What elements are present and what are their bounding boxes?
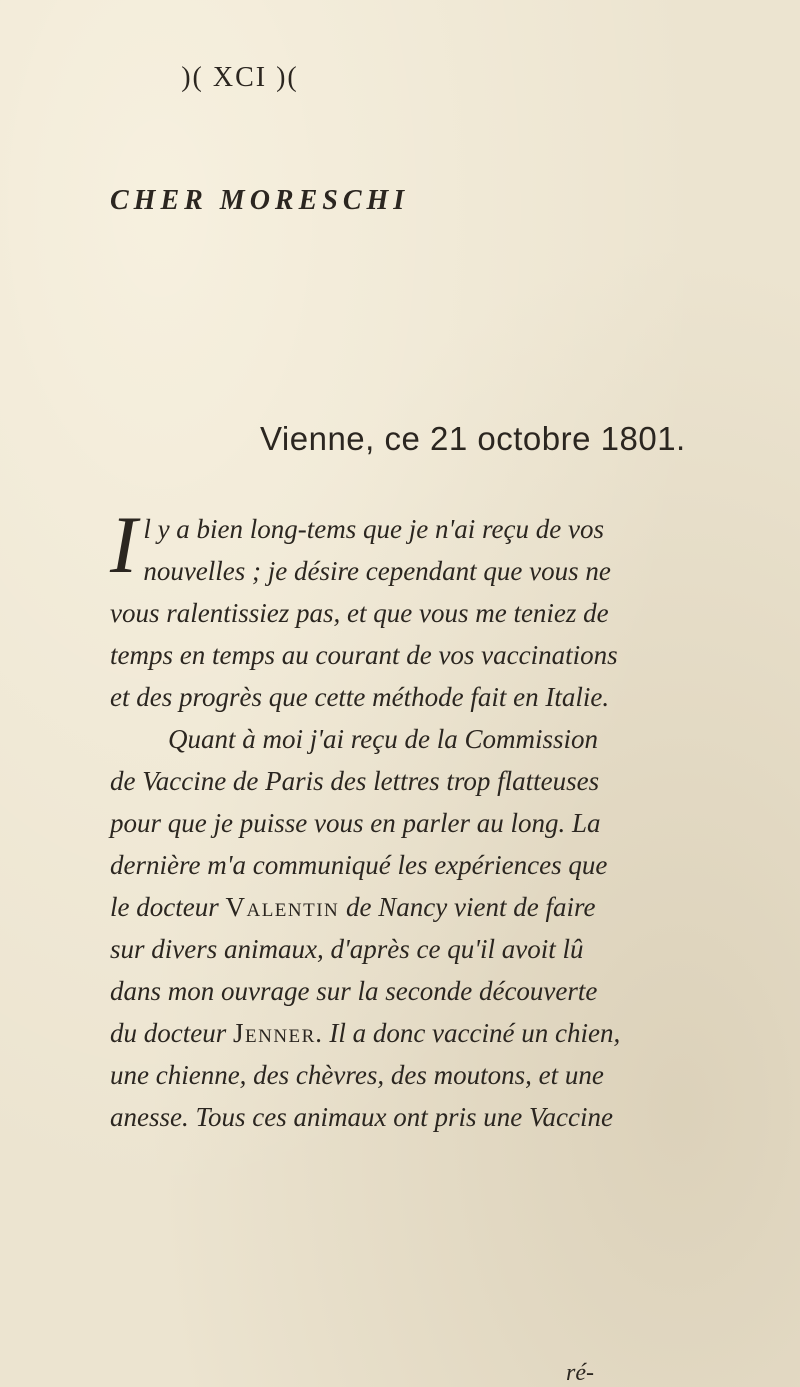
paragraph-2-text-b: de Nancy vient de faire sur divers animaux, d'après ce qu'il avoit lû dans mon ouvrage sur la seconde découverte du docteur: [110, 892, 598, 1048]
name-jenner: Jenner: [232, 1018, 316, 1048]
paragraph-2-text-a: Quant à moi j'ai reçu de la Commission de Vaccine de Paris des lettres trop flatteuses pour que je puisse vous en parler au long. La dernière m'a communiqué les expériences que le docteur: [110, 724, 608, 922]
paragraph-2-text-c: . Il a donc vacciné un chien, une chienne, des chèvres, des moutons, et une anesse. Tous ces animaux ont pris une Vaccine: [110, 1018, 621, 1132]
page-number: )( XCI )(: [181, 62, 299, 93]
name-valentin: Valentin: [225, 892, 340, 922]
letter-body: [110, 499, 630, 1138]
paragraph-2: [110, 718, 630, 1138]
drop-cap: I: [110, 499, 138, 590]
paragraph-1: [110, 499, 630, 718]
paragraph-1-text: l y a bien long-tems que je n'ai reçu de vos nouvelles ; je désire cependant que vous ne vous ralentissiez pas, et que vous me teniez de temps en temps au courant de vos vaccinations et des progrès que cette méthode fait en Italie.: [110, 514, 618, 712]
catchword: ré-: [566, 1360, 594, 1386]
letter-heading: CHER MORESCHI: [110, 185, 410, 216]
dateline: Vienne, ce 21 octobre 1801.: [260, 420, 686, 457]
